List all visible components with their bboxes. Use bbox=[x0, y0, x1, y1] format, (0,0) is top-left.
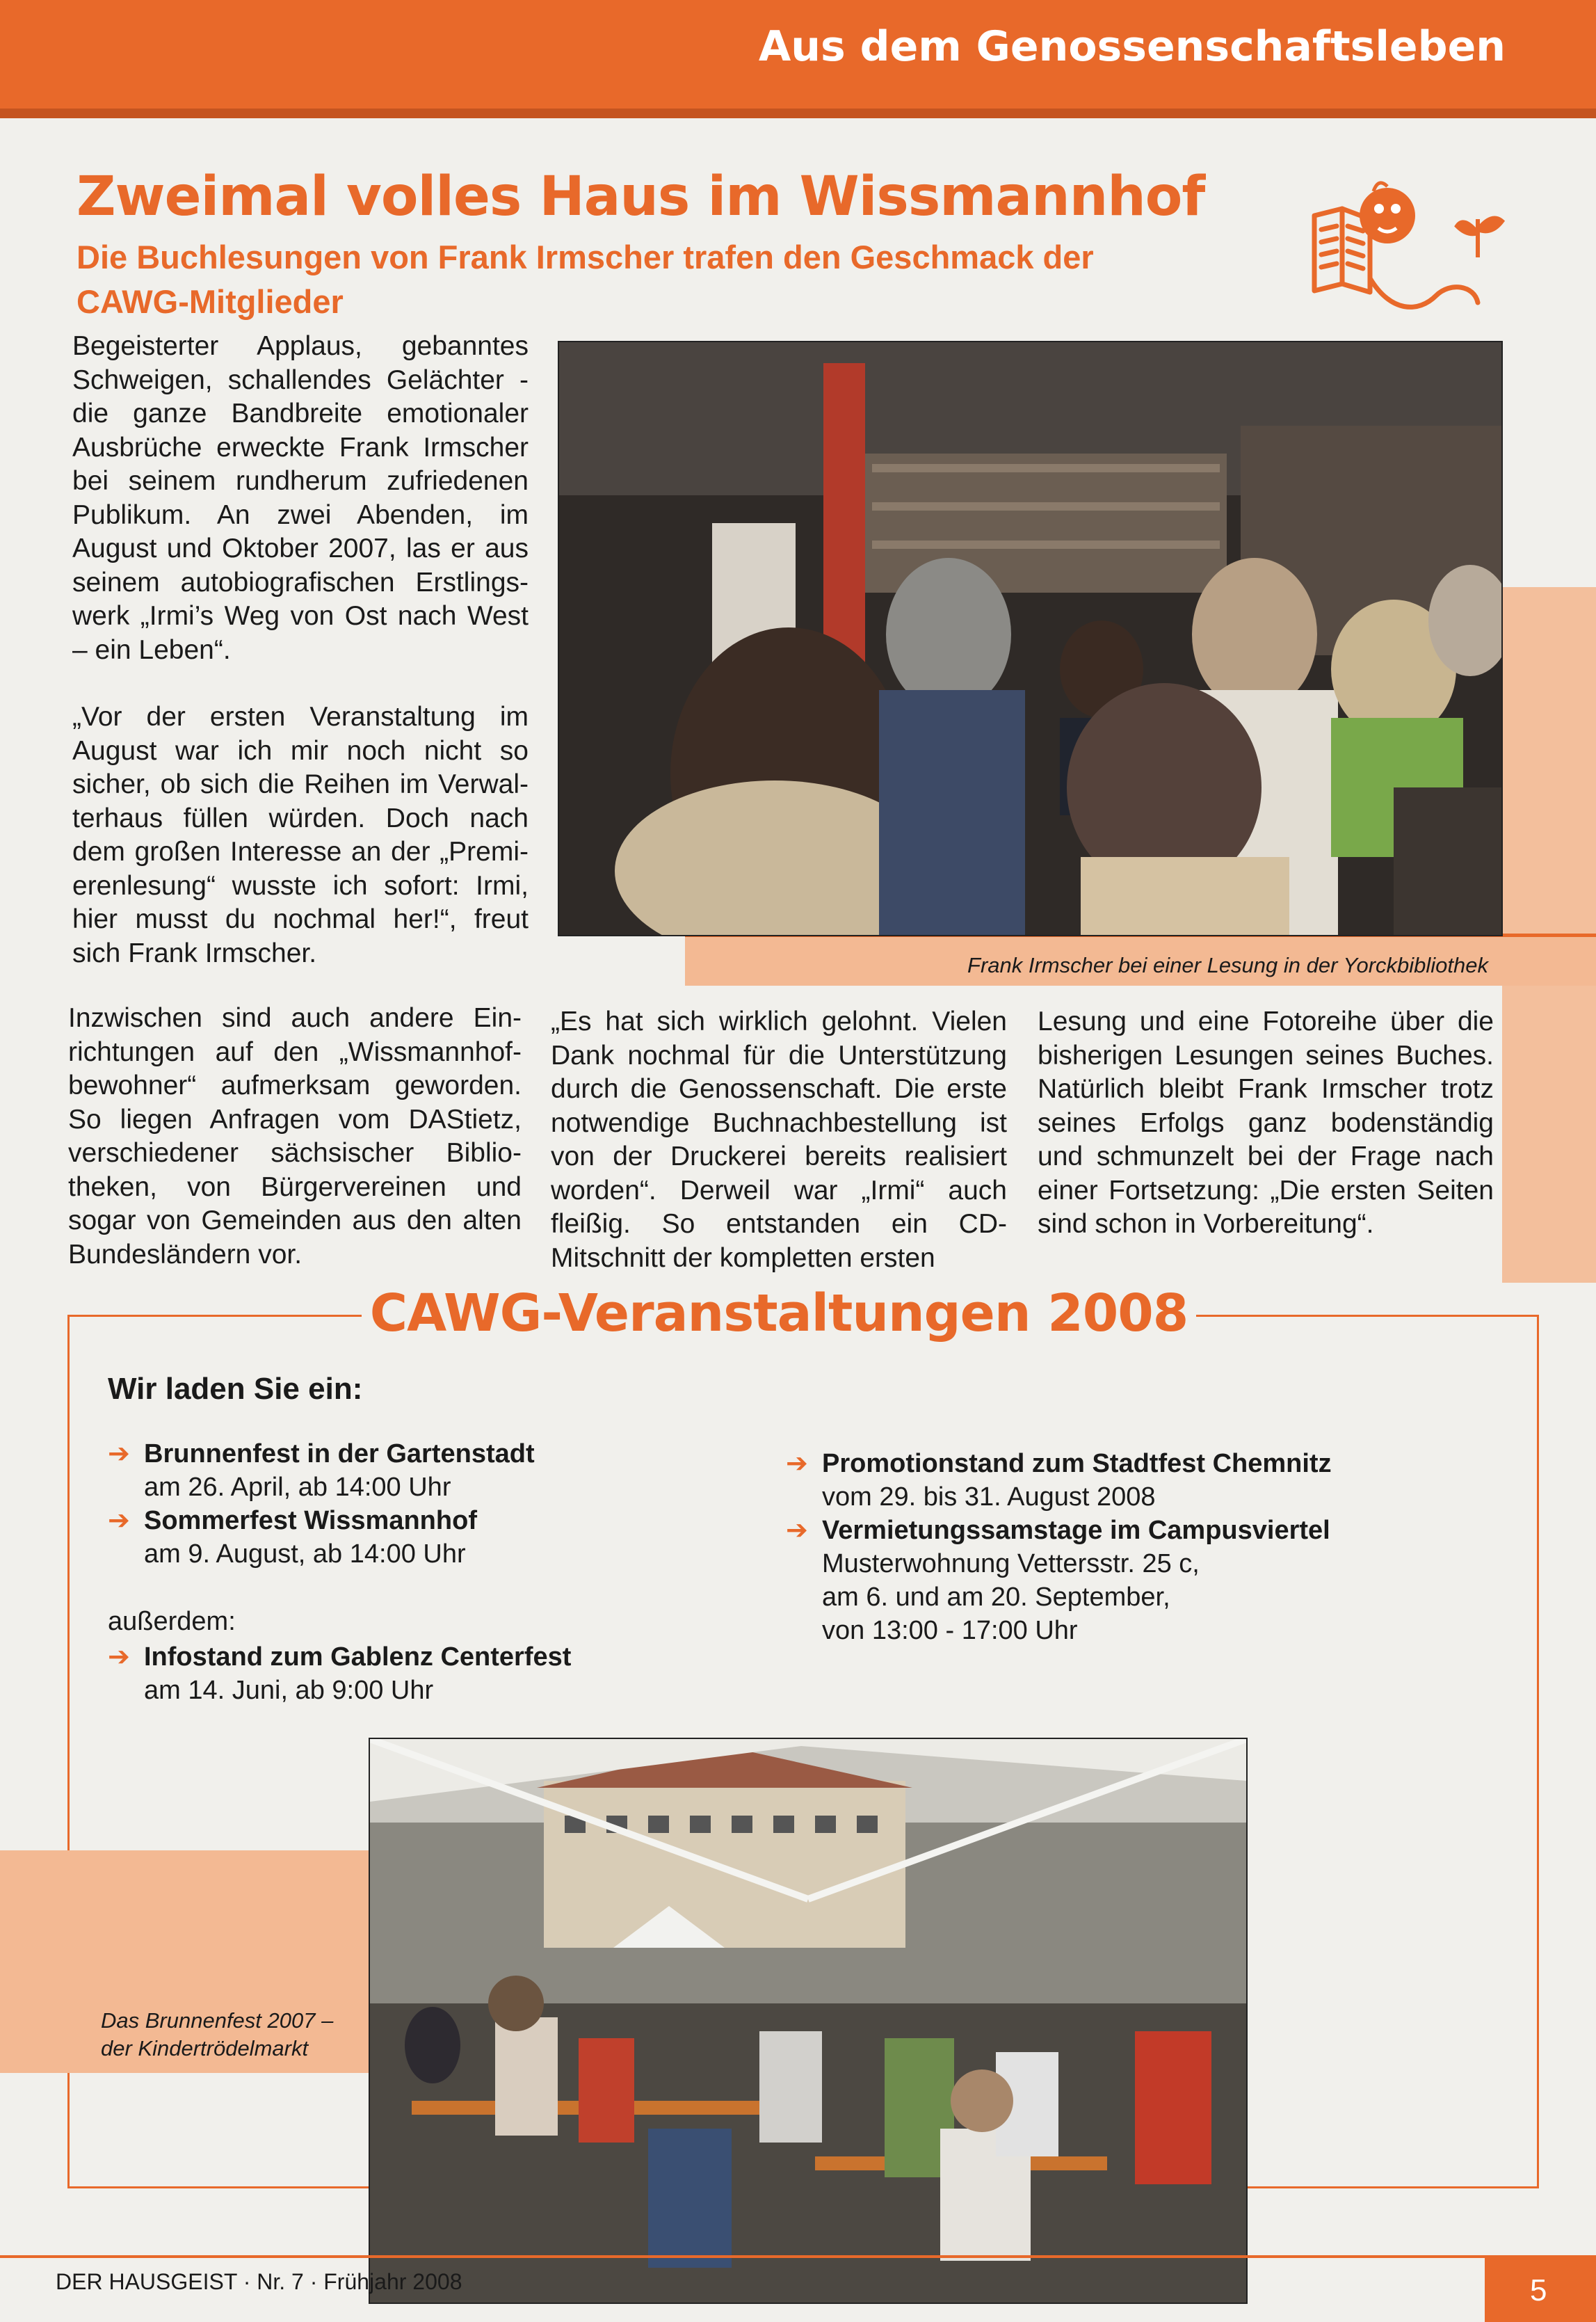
reading-mascot-icon bbox=[1300, 174, 1509, 327]
article-column-1-bottom bbox=[68, 1002, 522, 1305]
section-title: Aus dem Genossenschaftsleben bbox=[758, 22, 1506, 71]
paragraph-quote: „Vor der ersten Veranstaltung im August war ich mir noch nicht so sicher, ob sich die Reihen im Verwal-terhaus füllen würden. Doch nach dem großen Interesse an der „Premi-erenlesung“ wusste ich sofort: Irmi, hier musst du nochmal her!“, freut sich Frank Irmscher. bbox=[72, 702, 529, 968]
paragraph-thanks: „Es hat sich wirklich gelohnt. Vielen Dank nochmal für die Unterstützung durch die Genossenschaft. Die erste notwendige Buchnachbestellung ist von der Druckerei bereits realisiert worden“. Derweil war „Irmi“ auch fleißig. So entstanden ein CD-Mitschnitt der kompletten ersten bbox=[551, 1007, 1007, 1273]
event-name: Sommerfest Wissmannhof bbox=[144, 1506, 477, 1535]
event-detail: am 14. Juni, ab 9:00 Uhr bbox=[144, 1676, 434, 1705]
caption-line: der Kindertrödelmarkt bbox=[101, 2036, 309, 2060]
events-list-left bbox=[108, 1437, 734, 1571]
footer-rule bbox=[0, 2255, 1596, 2258]
events-invite: Wir laden Sie ein: bbox=[108, 1372, 363, 1406]
article-subheadline: Die Buchlesungen von Frank Irmscher trafen den Geschmack der CAWG-Mitglieder bbox=[76, 239, 1094, 320]
brunnenfest-photo bbox=[369, 1738, 1248, 2304]
photo-caption-brunnenfest bbox=[101, 2007, 365, 2063]
event-detail: vom 29. bis 31. August 2008 bbox=[822, 1482, 1156, 1512]
event-detail: von 13:00 - 17:00 Uhr bbox=[822, 1616, 1078, 1645]
arrow-right-icon: ➔ bbox=[786, 1449, 808, 1478]
caption-line: Das Brunnenfest 2007 – bbox=[101, 2008, 334, 2033]
events-also-label: außerdem: bbox=[108, 1607, 236, 1636]
event-detail: Musterwohnung Vettersstr. 25 c, bbox=[822, 1549, 1200, 1578]
event-name: Promotionstand zum Stadtfest Chemnitz bbox=[822, 1449, 1332, 1478]
arrow-right-icon: ➔ bbox=[786, 1516, 808, 1545]
event-item bbox=[108, 1640, 734, 1707]
event-item bbox=[108, 1504, 734, 1571]
article-column-3 bbox=[1038, 1005, 1494, 1275]
events-list-also bbox=[108, 1640, 734, 1707]
event-name: Vermietungssamstage im Campusviertel bbox=[822, 1516, 1330, 1545]
arrow-right-icon: ➔ bbox=[108, 1642, 130, 1672]
page-number: 5 bbox=[1530, 2273, 1547, 2307]
arrow-right-icon: ➔ bbox=[108, 1506, 130, 1535]
paragraph-inquiries: Inzwischen sind auch andere Ein-richtungen auf den „Wissmannhof-bewohner“ aufmerksam geworden. So liegen Anfragen vom DAStietz, verschiedener sächsischer Biblio-theken, von Bürgervereinen und sogar von Gemeinden aus den alten Bundesländern vor. bbox=[68, 1003, 522, 1270]
header-band-shadow bbox=[0, 109, 1596, 118]
footer-publication: DER HAUSGEIST · Nr. 7 · Frühjahr 2008 bbox=[56, 2269, 462, 2294]
arrow-right-icon: ➔ bbox=[108, 1439, 130, 1468]
event-name: Infostand zum Gablenz Centerfest bbox=[144, 1642, 572, 1672]
reading-event-photo bbox=[558, 341, 1503, 936]
article-headline: Zweimal volles Haus im Wissmannhof bbox=[76, 166, 1205, 228]
paragraph-intro: Begeisterter Applaus, gebanntes Schweigen, schallendes Gelächter - die ganze Bandbreite emotionaler Ausbrüche erweckte Frank Irmscher bei seinem rundherum zufriedenen Publikum. An zwei Abenden, im August und Oktober 2007, las er aus seinem autobiografischen Erstlings-werk „Irmi’s Weg von Ost nach West – ein Leben“. bbox=[72, 331, 529, 665]
event-detail: am 6. und am 20. September, bbox=[822, 1583, 1170, 1612]
photo-caption-lesung: Frank Irmscher bei einer Lesung in der Yorckbibliothek bbox=[967, 953, 1488, 977]
article-column-2 bbox=[551, 1005, 1007, 1308]
article-column-1-top bbox=[72, 330, 529, 1004]
paragraph-outlook: Lesung und eine Fotoreihe über die bisherigen Lesungen seines Buches. Natürlich bleibt Frank Irmscher trotz seines Erfolgs ganz bodenständig und schmunzelt bei der Frage nach einer Fortsetzung: „Die ersten Seiten sind schon in Vorbereitung“. bbox=[1038, 1007, 1494, 1239]
event-name: Brunnenfest in der Gartenstadt bbox=[144, 1439, 535, 1468]
event-item bbox=[786, 1447, 1481, 1514]
event-item bbox=[108, 1437, 734, 1504]
event-item bbox=[786, 1514, 1481, 1647]
events-list-right bbox=[786, 1447, 1481, 1647]
event-detail: am 26. April, ab 14:00 Uhr bbox=[144, 1473, 451, 1502]
events-title: CAWG-Veranstaltungen 2008 bbox=[369, 1283, 1188, 1343]
event-detail: am 9. August, ab 14:00 Uhr bbox=[144, 1539, 466, 1569]
